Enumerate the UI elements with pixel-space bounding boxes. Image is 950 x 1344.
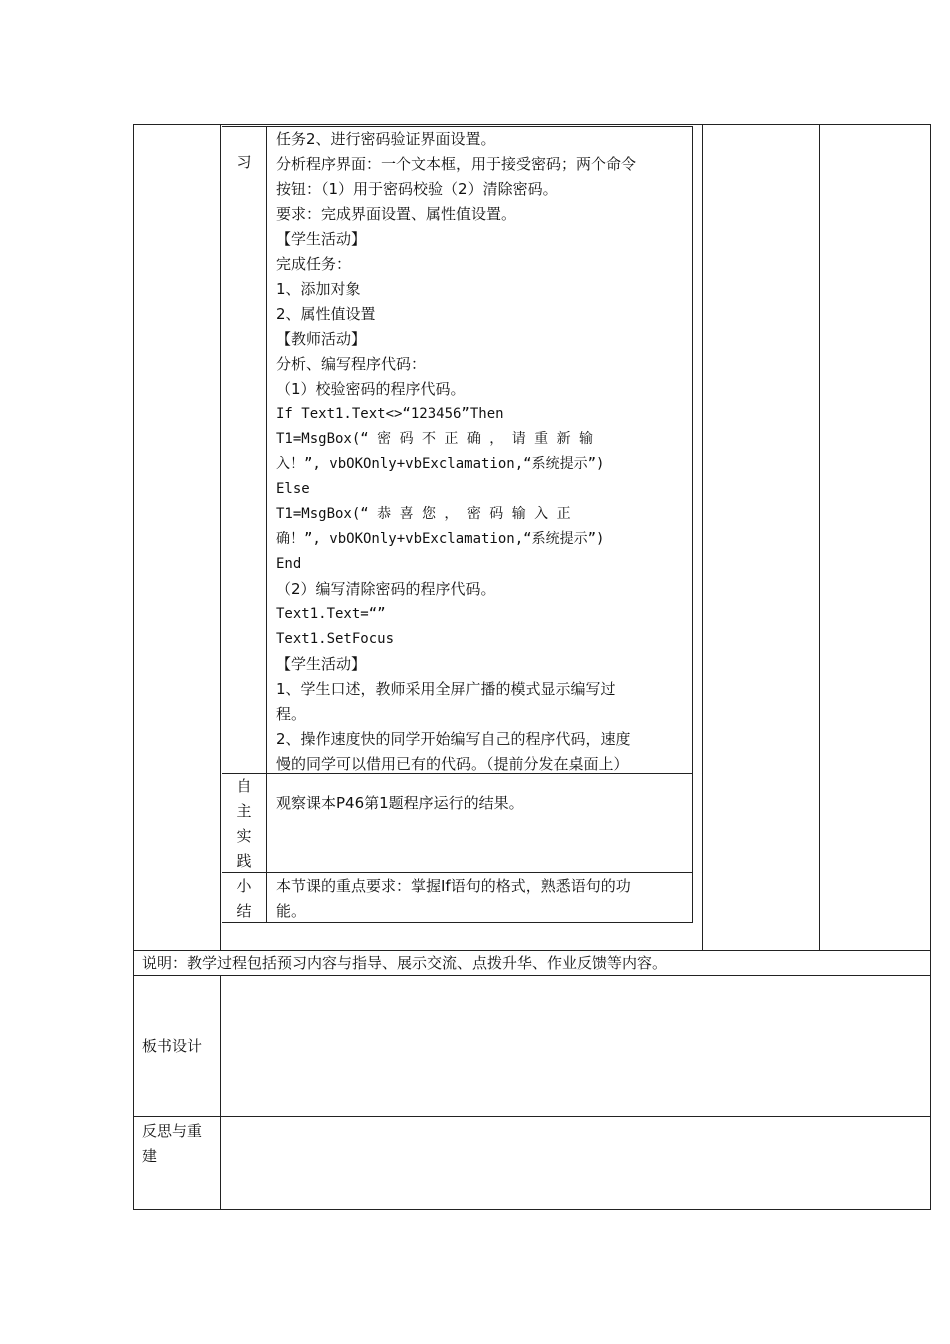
code-line: Else	[276, 481, 310, 497]
content-line: 按钮：（1）用于密码校验（2）清除密码。	[276, 180, 558, 198]
inner-right-border	[692, 126, 693, 923]
summary-line: 本节课的重点要求：掌握If语句的格式，熟悉语句的功	[276, 877, 631, 895]
main-content	[276, 127, 686, 777]
section-label: 习	[236, 153, 252, 171]
note-text: 说明：教学过程包括预习内容与指导、展示交流、点拨升华、作业反馈等内容。	[142, 954, 668, 972]
code-line: 入！”, vbOKOnly+vbExclamation,“系统提示”)	[276, 456, 605, 472]
reflection-label-line: 建	[142, 1147, 158, 1165]
content-line: 任务2、进行密码验证界面设置。	[276, 130, 496, 148]
content-line: 完成任务：	[276, 255, 352, 273]
board-design-label: 板书设计	[142, 1037, 203, 1055]
lower-col-divider	[220, 975, 221, 1210]
content-line: 分析程序界面：一个文本框，用于接受密码；两个命令	[276, 155, 637, 173]
code-line: End	[276, 556, 302, 572]
col-divider-3	[819, 124, 820, 950]
content-line: （2）编写清除密码的程序代码。	[276, 580, 496, 598]
col-divider-2	[702, 124, 703, 950]
code-line: If Text1.Text<>“123456”Then	[276, 406, 504, 422]
summary-line: 能。	[276, 902, 307, 920]
content-line: （1）校验密码的程序代码。	[276, 380, 466, 398]
reflection-label-line: 反思与重	[142, 1122, 203, 1140]
inner-label-divider	[266, 126, 267, 923]
self-practice-label: 自 主 实 践	[236, 777, 252, 870]
self-practice-text: 观察课本P46第1题程序运行的结果。	[276, 794, 524, 812]
summary-label: 小 结	[236, 877, 252, 920]
content-line: 要求：完成界面设置、属性值设置。	[276, 205, 517, 223]
content-line: 1、添加对象	[276, 280, 361, 298]
content-line: 2、操作速度快的同学开始编写自己的程序代码，速度	[276, 730, 631, 748]
code-line: 确！”, vbOKOnly+vbExclamation,“系统提示”)	[276, 531, 605, 547]
code-line: T1=MsgBox(“ 恭 喜 您 ， 密 码 输 入 正	[276, 506, 571, 522]
outer-top-border	[133, 124, 931, 125]
outer-right-border	[930, 124, 931, 1210]
content-line: 1、学生口述，教师采用全屏广播的模式显示编写过	[276, 680, 616, 698]
content-line: 分析、编写程序代码：	[276, 355, 427, 373]
content-line: 【学生活动】	[276, 230, 367, 248]
content-line: 【学生活动】	[276, 655, 367, 673]
content-line: 【教师活动】	[276, 330, 367, 348]
code-line: Text1.SetFocus	[276, 631, 395, 647]
outer-left-border	[133, 124, 134, 1210]
inner-row-divider-2	[222, 872, 693, 873]
code-line: Text1.Text=“”	[276, 606, 386, 622]
content-line: 慢的同学可以借用已有的代码。（提前分发在桌面上）	[276, 755, 629, 773]
col-divider-1	[220, 124, 221, 950]
content-line: 程。	[276, 705, 307, 723]
code-line: T1=MsgBox(“ 密 码 不 正 确 ， 请 重 新 输	[276, 431, 594, 447]
content-line: 2、属性值设置	[276, 305, 376, 323]
board-row-bottom	[133, 1116, 931, 1117]
outer-bottom-border	[133, 1209, 931, 1210]
